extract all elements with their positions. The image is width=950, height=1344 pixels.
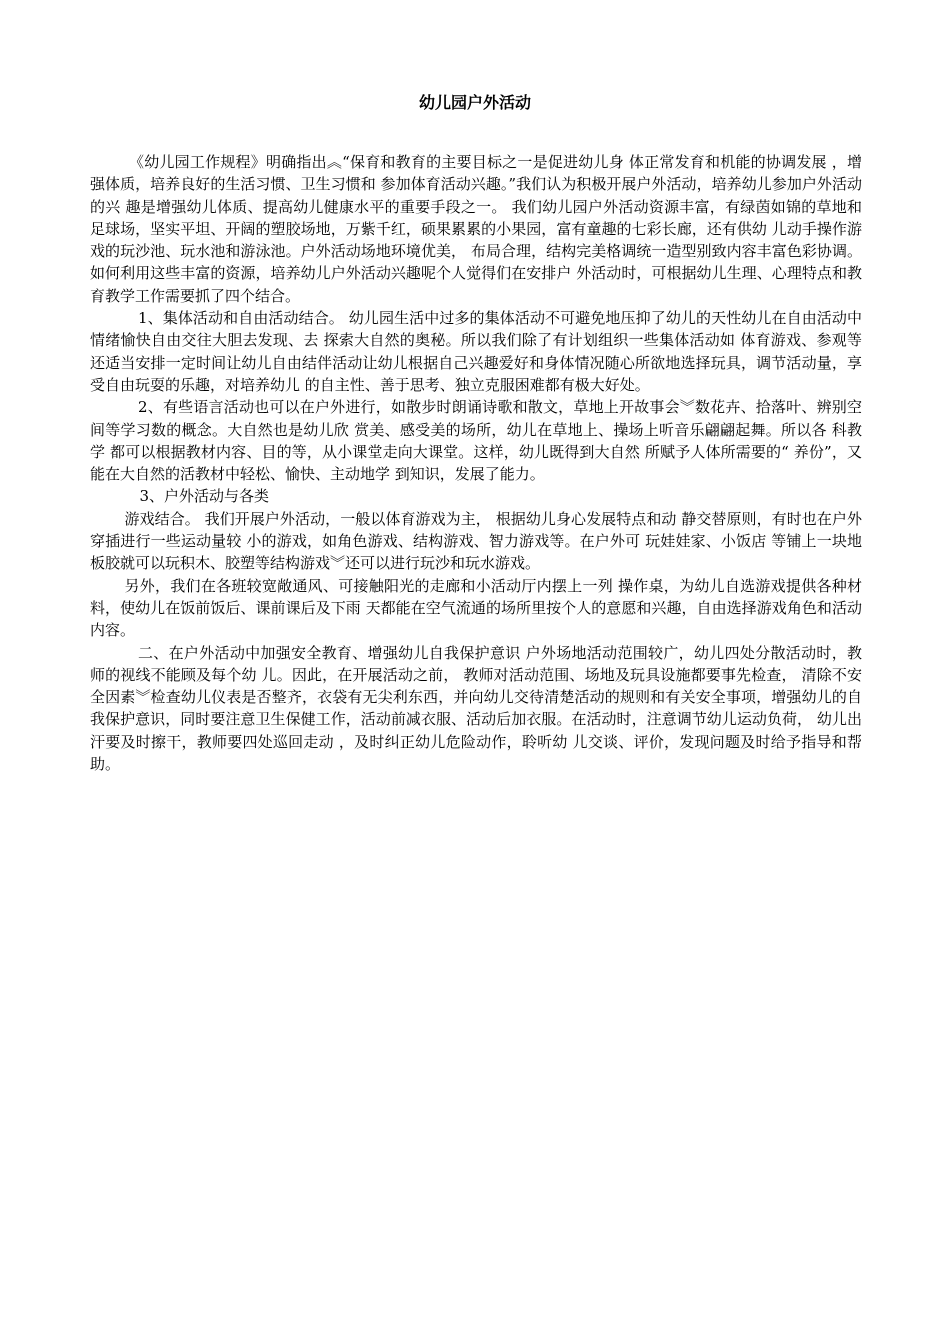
paragraph-point-3-body: 游戏结合。 我们开展户外活动，一般以体育游戏为主， 根据幼儿身心发展特点和动 静交替原则，有时也在户外穿插进行一些运动量较 小的游戏，如角色游戏、结构游戏、智力游戏等。在户外可 玩娃娃家、小饭店 等铺上一块地板胶就可以玩积木、胶塑等结构游戏︾还可以进行玩沙和玩水游戏。 <box>90 509 862 573</box>
document-body <box>90 151 862 775</box>
paragraph-safety: 二、在户外活动中加强安全教育、增强幼儿自我保护意识 户外场地活动范围较广，幼儿四处分散活动时，教师的视线不能顾及每个幼 儿。因此，在开展活动之前， 教师对活动范围、场地及玩具设施都要事先检查， 清除不安全因素︾检查幼儿仪表是否整齐，衣袋有无尖利东西，并向幼儿交待清楚活动的规则和有关安全事项，增强幼儿的自我保护意识，同时要注意卫生保健工作，活动前减衣服、活动后加衣服。在活动时，注意调节幼儿运动负荷， 幼儿出汗要及时擦干，教师要四处巡回走动 ，及时纠正幼儿危险动作，聆听幼 儿交谈、评价，发现问题及时给予指导和帮助。 <box>90 643 862 774</box>
document-title: 幼儿园户外活动 <box>418 93 531 112</box>
paragraph-point-2: 2、有些语言活动也可以在户外进行，如散步时朗诵诗歌和散文，草地上开故事会︾数花卉、拾落叶、辨别空 间等学习数的概念。大自然也是幼儿欣 赏美、感受美的场所，幼儿在草地上、操场上听音乐翩翩起舞。所以各 科教学 都可以根据教材内容、目的等，从小课堂走向大课堂。这样，幼儿既得到大自然 所赋予人体所需要的“ 养份”，又能在大自然的活教材中轻松、愉快、主动地学 到知识，发展了能力。 <box>90 398 862 484</box>
paragraph-point-3-heading: 3、户外活动与各类 <box>139 487 270 506</box>
paragraph-point-1: 1、集体活动和自由活动结合。 幼儿园生活中过多的集体活动不可避免地压抑了幼儿的天性幼儿在自由活动中情绪愉快自由交往大胆去发现、去 探索大自然的奥秘。所以我们除了有计划组织一些集体活动如 体育游戏、参观等还适当安排一定时间让幼儿自由结伴活动让幼儿根据自己兴趣爱好和身体情况随心所欲地选择玩具，调节活动量，享受自由玩耍的乐趣，对培养幼儿 的自主性、善于思考、独立克服困难都有极大好处。 <box>90 309 862 394</box>
paragraph-additional: 另外，我们在各班较宽敞通风、可接触阳光的走廊和小活动厅内摆上一列 操作桌，为幼儿自选游戏提供各种材料，使幼儿在饭前饭后、课前课后及下雨 天都能在空气流通的场所里按个人的意愿和兴趣，自由选择游戏角色和活动内容。 <box>90 576 862 640</box>
paragraph-intro: 《幼儿园工作规程》明确指出︽“保育和教育的主要目标之一是促进幼儿身 体正常发育和机能的协调发展 ，增强体质，培养良好的生活习惯、卫生习惯和 参加体育活动兴趣。”我们认为积极开展户外活动，培养幼儿参加户外活动的兴 趣是增强幼儿体质、提高幼儿健康水平的重要手段之一。 我们幼儿园户外活动资源丰富，有绿茵如锦的草地和足球场，坚实平坦、开阔的塑胶场地，万紫千红，硕果累累的小果园，富有童趣的七彩长廊，还有供幼 儿动手操作游戏的玩沙池、玩水池和游泳池。户外活动场地环境优美， 布局合理，结构完美格调统一造型别致内容丰富色彩协调。 如何利用这些丰富的资源，培养幼儿户外活动兴趣呢个人觉得们在安排户 外活动时，可根据幼儿生理、心理特点和教育教学工作需要抓了四个结合。 <box>90 153 862 305</box>
